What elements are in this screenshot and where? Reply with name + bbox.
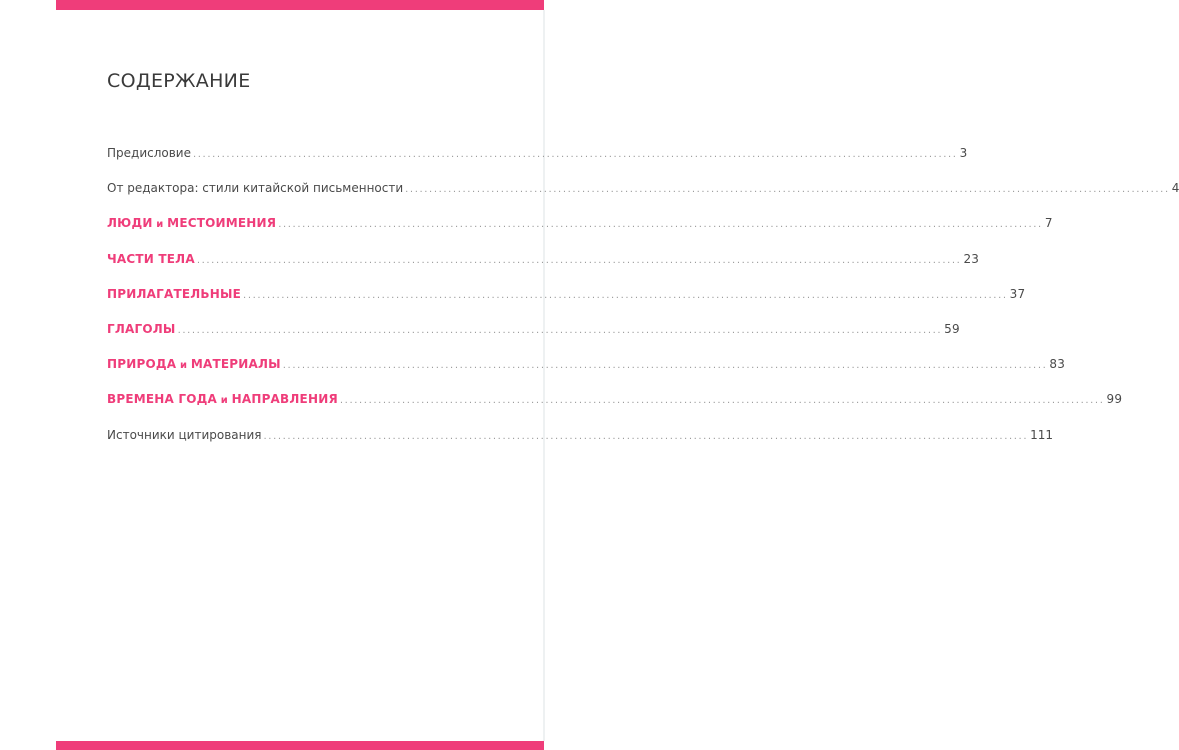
toc-entry-seasons-directions [107, 392, 1123, 416]
toc-entry-page: 37 [1009, 286, 1026, 301]
toc-leader-dots: ................................................................................................................................................................ [282, 360, 1048, 372]
toc-leader-dots: ................................................................................................................................................................ [192, 149, 958, 160]
toc-entry-label: ПРИРОДА и МАТЕРИАЛЫ [107, 357, 281, 372]
toc-entry-page: 83 [1049, 357, 1066, 372]
bottom-accent-bar [56, 741, 544, 750]
toc-leader-dots: ................................................................................................................................................................ [405, 184, 1170, 196]
toc-entry-page: 111 [1030, 427, 1054, 442]
toc-leader-dots: ................................................................................................................................................................ [278, 219, 1043, 231]
toc-entry-body-parts [107, 251, 980, 276]
toc-leader-dots: ................................................................................................................................................................ [177, 324, 943, 336]
toc-entry-nature-materials [107, 357, 1066, 381]
toc-entry-label: ГЛАГОЛЫ [107, 321, 176, 336]
page-title: СОДЕРЖАНИЕ [107, 70, 251, 92]
toc-entry-adjectives [107, 286, 1026, 311]
toc-leader-dots: ................................................................................................................................................................ [196, 254, 962, 266]
top-accent-bar [56, 0, 544, 10]
toc-entry-page: 4 [1171, 181, 1179, 196]
toc-entry-page: 99 [1106, 392, 1123, 407]
toc-entry-page: 3 [959, 146, 968, 160]
toc-leader-dots: ................................................................................................................................................................ [339, 395, 1105, 407]
toc-entry-editor-note [107, 181, 1179, 205]
toc-leader-dots: ................................................................................................................................................................ [243, 289, 1008, 301]
toc-leader-dots: ................................................................................................................................................................ [263, 430, 1029, 442]
toc-entry-verbs [107, 321, 960, 346]
toc-entry-label: ЧАСТИ ТЕЛА [107, 251, 195, 266]
toc-entry-page: 59 [944, 321, 960, 336]
toc-entry-preface [107, 146, 968, 170]
page-edge [543, 10, 545, 741]
toc-entry-label: ЛЮДИ и МЕСТОИМЕНИЯ [107, 216, 277, 231]
toc-entry-label: ПРИЛАГАТЕЛЬНЫЕ [107, 286, 242, 301]
toc-entry-citation-sources [107, 427, 1054, 452]
toc-entry-page: 7 [1044, 216, 1053, 231]
toc-entry-label: От редактора: стили китайской письменности [107, 181, 404, 196]
toc-entry-label: Источники цитирования [107, 427, 262, 442]
toc-entry-page: 23 [963, 251, 980, 266]
toc-entry-label: Предисловие [107, 146, 191, 160]
toc-entry-people-pronouns [107, 216, 1053, 240]
toc-entry-label: ВРЕМЕНА ГОДА и НАПРАВЛЕНИЯ [107, 392, 338, 407]
table-of-contents [107, 146, 1179, 463]
